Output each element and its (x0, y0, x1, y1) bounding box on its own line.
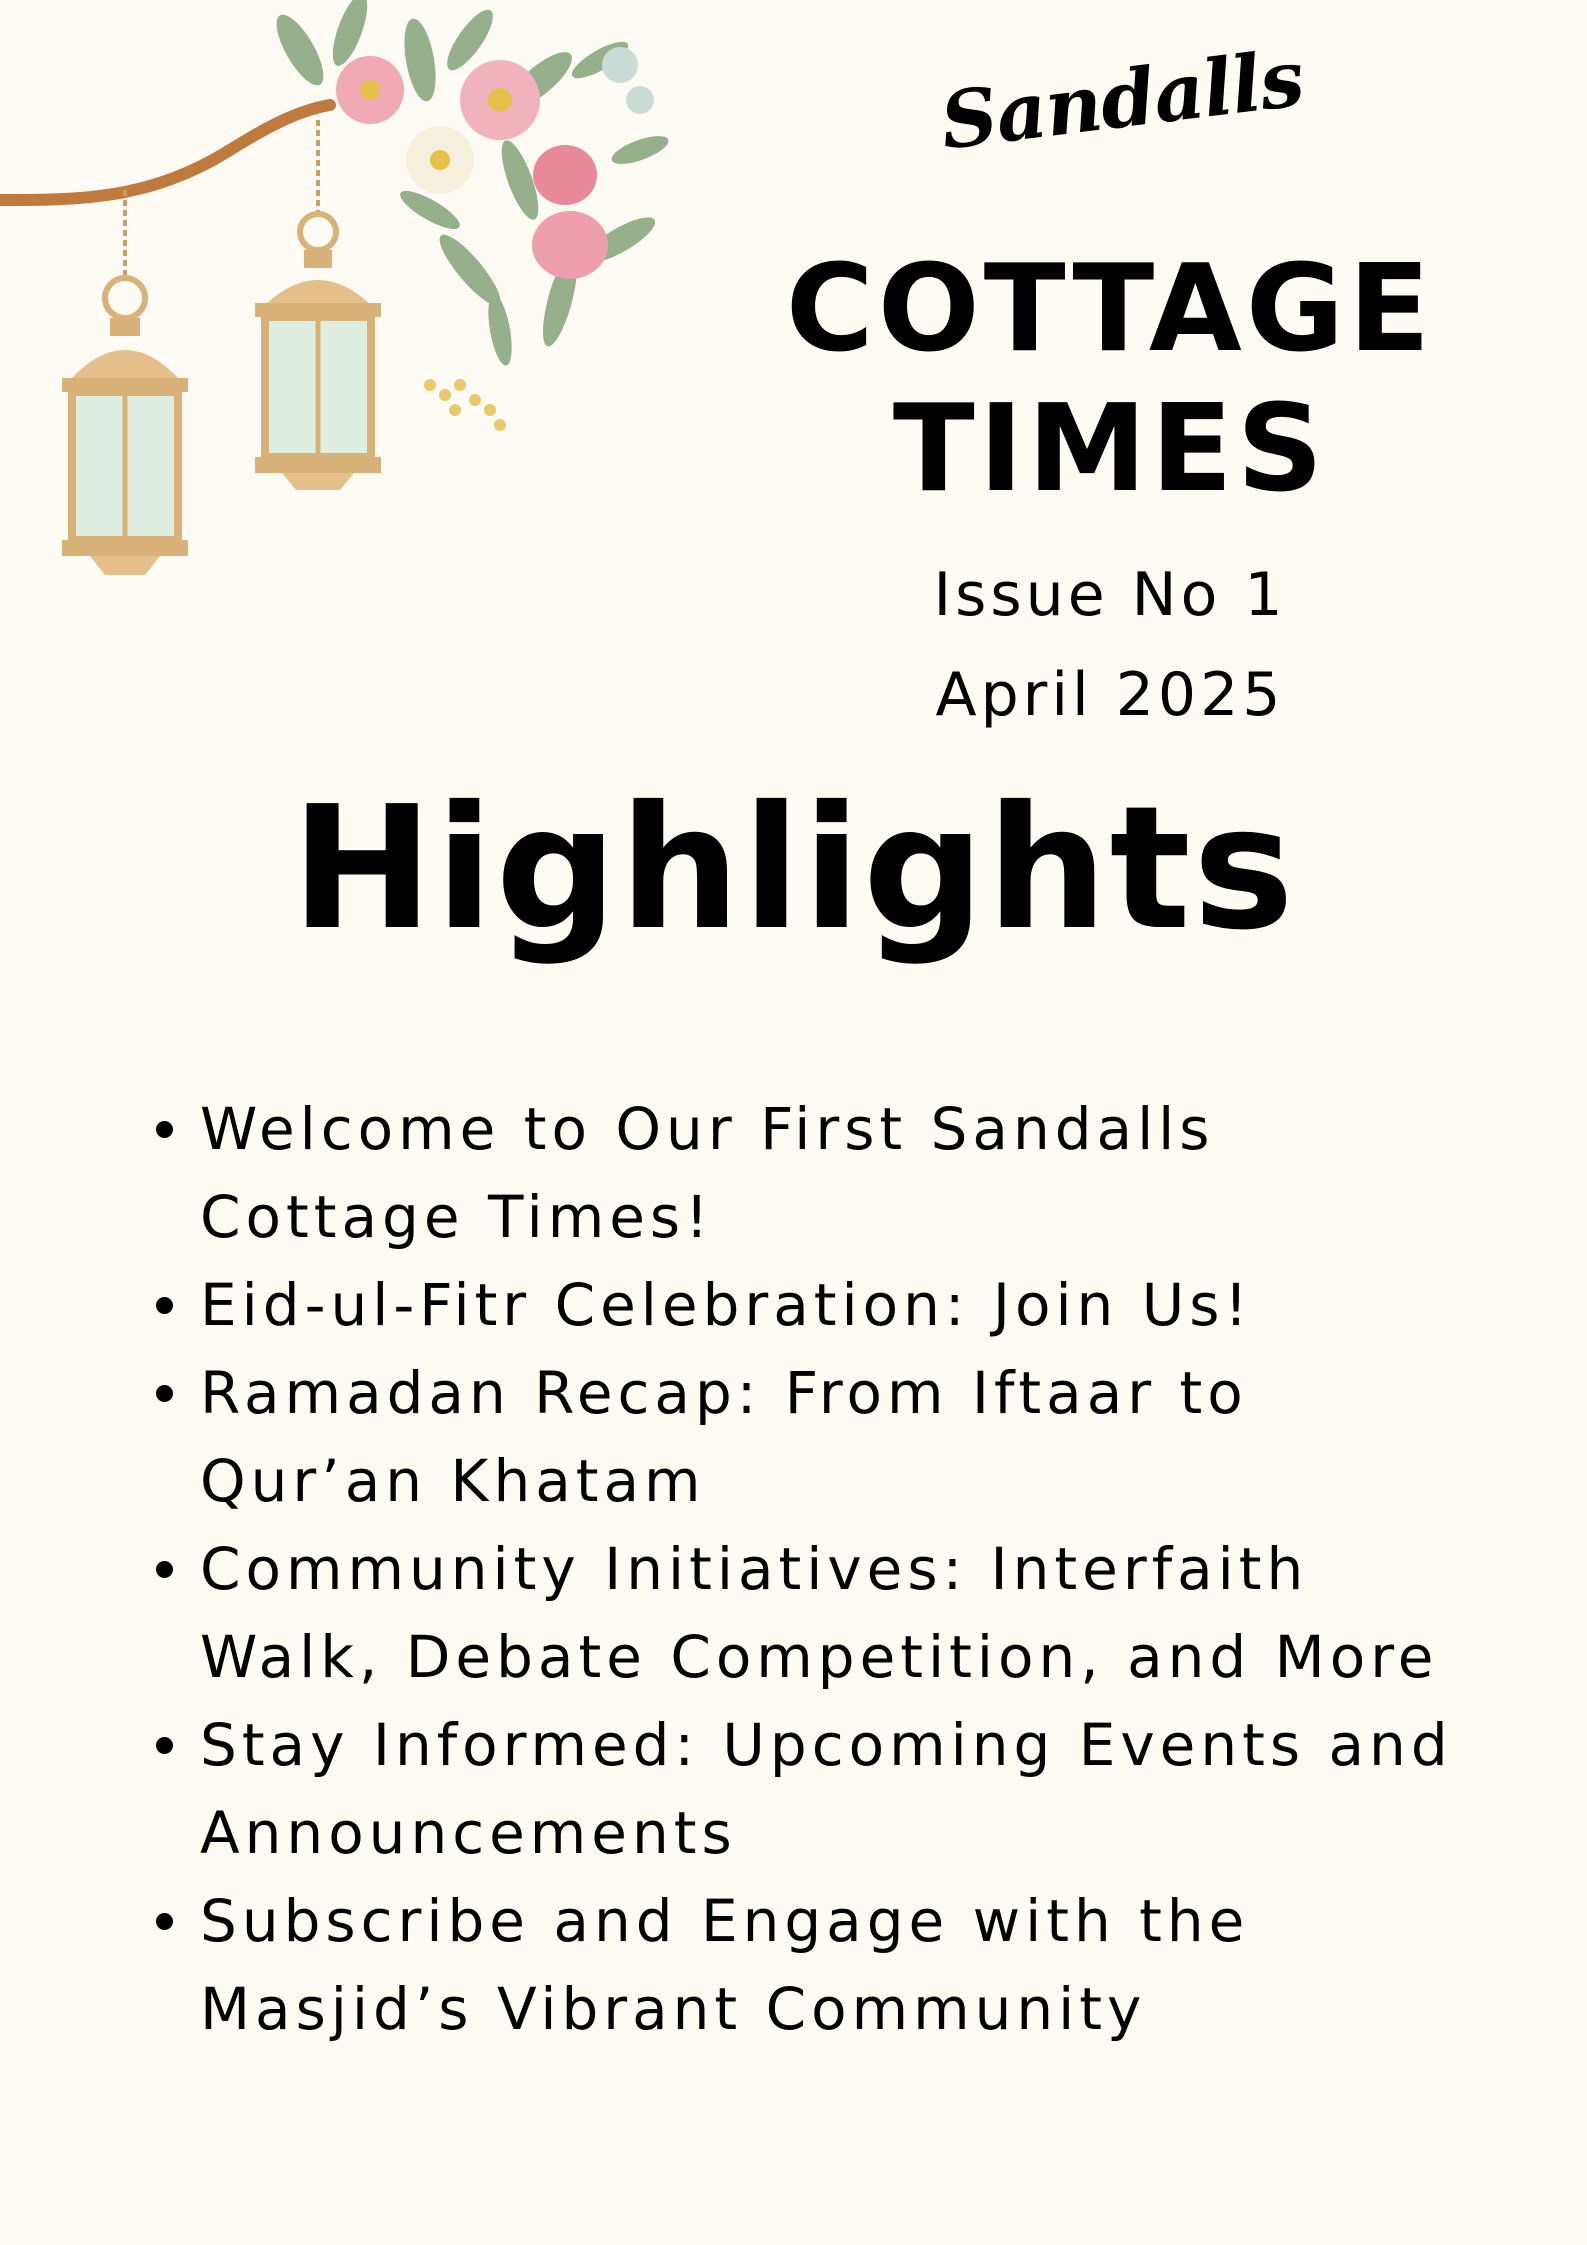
issue-number: Issue No 1 (933, 560, 1287, 630)
list-item (150, 1877, 1480, 2053)
bullet-icon (156, 1561, 173, 1578)
list-item-text: Ramadan Recap: From Iftaar to Qur’an Khatam (200, 1359, 1248, 1515)
list-item-text: Welcome to Our First Sandalls Cottage Times! (200, 1095, 1215, 1251)
brand-script-logo: Sandalls (935, 32, 1309, 168)
list-item (150, 1261, 1480, 1349)
bullet-icon (156, 1297, 173, 1314)
list-item (150, 1701, 1480, 1877)
lantern-icon (62, 278, 188, 575)
highlights-heading: Highlights (291, 770, 1296, 968)
list-item-text: Eid-ul-Fitr Celebration: Join Us! (200, 1271, 1253, 1339)
title-line-2: TIMES (892, 380, 1328, 519)
list-item-text: Stay Informed: Upcoming Events and Announcements (200, 1711, 1453, 1867)
bullet-icon (156, 1737, 173, 1754)
bullet-icon (156, 1913, 173, 1930)
title-line-1: COTTAGE (785, 240, 1435, 379)
highlights-list (150, 1085, 1480, 2053)
lantern-icon (255, 214, 381, 490)
floral-branch-decoration (0, 0, 700, 600)
newsletter-title (760, 240, 1460, 520)
bullet-icon (156, 1385, 173, 1402)
list-item (150, 1085, 1480, 1261)
issue-date: April 2025 (935, 660, 1285, 730)
list-item (150, 1349, 1480, 1525)
bullet-icon (156, 1121, 173, 1138)
list-item-text: Community Initiatives: Interfaith Walk, Debate Competition, and More (200, 1535, 1439, 1691)
list-item (150, 1525, 1480, 1701)
list-item-text: Subscribe and Engage with the Masjid’s Vibrant Community (200, 1887, 1250, 2043)
